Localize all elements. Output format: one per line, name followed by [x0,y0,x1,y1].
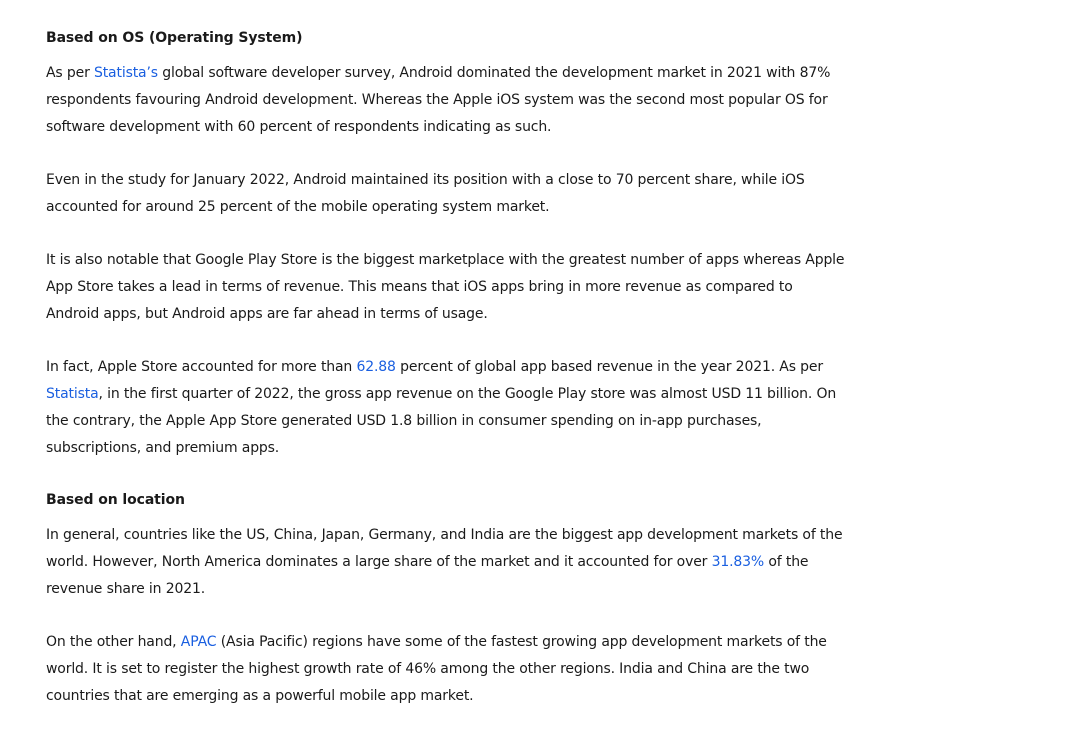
text-fragment: percent of global app based revenue in the year 2021. As per [395,359,823,375]
revenue-percent-link[interactable]: 62.88 [356,359,396,375]
statista-link-2[interactable]: Statista [46,386,99,402]
paragraph-january-study: Even in the study for January 2022, Android maintained its position with a close to 70 percent share, while iOS accounted for around 25 percent of the mobile operating system market. [46,172,805,215]
statista-link[interactable]: Statista’s [93,65,158,81]
text-fragment: of the revenue share in 2021. [46,554,809,597]
article-body [46,27,846,710]
apac-link[interactable]: APAC [180,634,217,650]
text-fragment: In fact, Apple Store accounted for more than [46,359,357,375]
heading-based-on-location: Based on location [46,492,185,508]
text-fragment: In general, countries like the US, China, Japan, Germany, and India are the biggest app development markets of the world. However, North America dominates a large share of the market and it accounted for over [46,527,843,570]
heading-based-on-os: Based on OS (Operating System) [46,30,303,46]
text-fragment: As per [46,65,94,81]
text-fragment: (Asia Pacific) regions have some of the fastest growing app development markets of the world. It is set to register the highest growth rate of 46% among the other regions. India and China are the two countries that are emerging as a powerful mobile app market. [46,634,827,704]
paragraph-revenue [46,354,846,462]
text-fragment: , in the first quarter of 2022, the gross app revenue on the Google Play store was almost USD 11 billion. On the contrary, the Apple App Store generated USD 1.8 billion in consumer spending on in-app purchases, subscriptions, and premium apps. [46,386,837,456]
text-fragment: On the other hand, [46,634,181,650]
paragraph-marketplace: It is also notable that Google Play Store is the biggest marketplace with the greatest number of apps whereas Apple App Store takes a lead in terms of revenue. This means that iOS apps bring in more revenue as compared to Android apps, but Android apps are far ahead in terms of usage. [46,252,845,322]
paragraph-country-markets [46,522,846,603]
revenue-share-link[interactable]: 31.83% [711,554,765,570]
paragraph-developer-survey [46,60,846,141]
paragraph-apac [46,629,846,710]
text-fragment: global software developer survey, Android dominated the development market in 2021 with 87% respondents favouring Android development. Whereas the Apple iOS system was the second most popular OS for software development with 60 percent of respondents indicating as such. [46,65,831,135]
